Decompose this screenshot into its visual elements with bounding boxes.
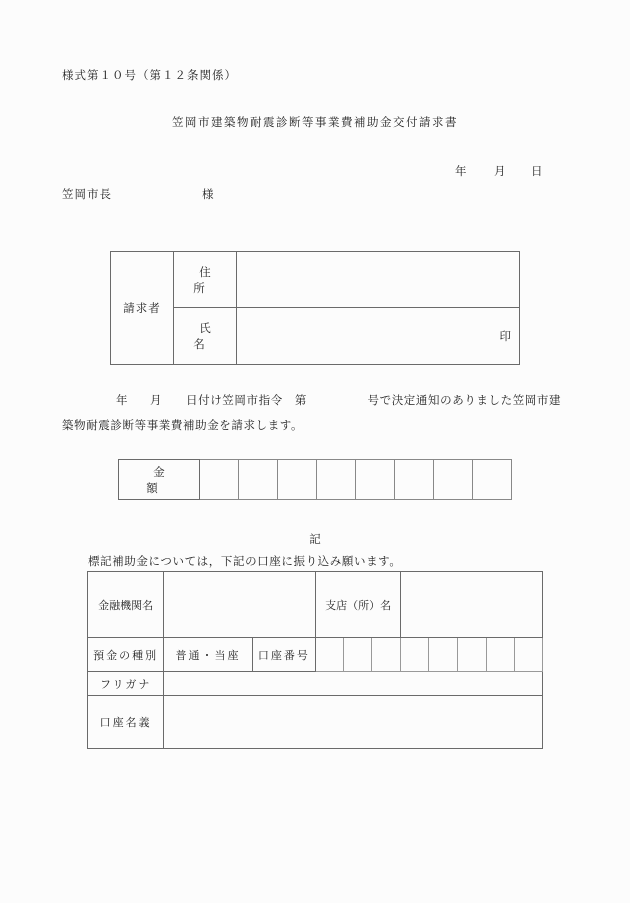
- account-digit-box[interactable]: [429, 638, 457, 672]
- institution-field[interactable]: [164, 572, 316, 638]
- amount-digit-box[interactable]: [200, 460, 239, 500]
- decision-month-label: 月: [150, 393, 162, 407]
- amount-digit-box[interactable]: [278, 460, 317, 500]
- account-digit-box[interactable]: [344, 638, 372, 672]
- account-digit-box[interactable]: [315, 638, 343, 672]
- account-number-label: 口座番号: [252, 638, 315, 672]
- address-label: 住 所: [174, 252, 237, 308]
- amount-digit-box[interactable]: [434, 460, 473, 500]
- amount-digit-box[interactable]: [473, 460, 512, 500]
- amount-digit-box[interactable]: [356, 460, 395, 500]
- furigana-label: フリガナ: [88, 672, 164, 696]
- branch-field[interactable]: [401, 572, 543, 638]
- bank-account-table: [87, 571, 543, 749]
- name-field[interactable]: [237, 308, 520, 365]
- furigana-field[interactable]: [164, 672, 543, 696]
- name-label: 氏 名: [174, 308, 237, 365]
- claimant-table: [110, 251, 520, 365]
- form-number: 様式第１０号（第１２条関係）: [62, 68, 237, 82]
- amount-digit-box[interactable]: [317, 460, 356, 500]
- branch-label: 支店（所）名: [315, 572, 400, 638]
- amount-digit-box[interactable]: [395, 460, 434, 500]
- addressee: 笠岡市長: [62, 187, 112, 201]
- seal-mark: 印: [499, 329, 511, 343]
- account-holder-field[interactable]: [164, 696, 543, 749]
- claimant-label: 請求者: [111, 252, 174, 365]
- account-digit-box[interactable]: [514, 638, 542, 672]
- institution-label: 金融機関名: [88, 572, 164, 638]
- address-field[interactable]: [237, 252, 520, 308]
- body-text-line1: 日付け笠岡市指令 第 号で決定通知のありました笠岡市建: [186, 393, 562, 407]
- account-digit-box[interactable]: [457, 638, 486, 672]
- account-digit-box[interactable]: [401, 638, 429, 672]
- amount-label: 金 額: [119, 460, 200, 500]
- date-day-label: 日: [531, 164, 543, 178]
- note-heading: 記: [309, 532, 321, 546]
- deposit-type-option[interactable]: 普通・当座: [164, 638, 252, 672]
- account-digit-box[interactable]: [486, 638, 514, 672]
- amount-table: [118, 459, 512, 500]
- document-title: 笠岡市建築物耐震診断等事業費補助金交付請求書: [172, 115, 458, 129]
- decision-year-label: 年: [116, 393, 128, 407]
- body-text-line2: 築物耐震診断等事業費補助金を請求します。: [62, 418, 304, 432]
- deposit-type-label: 預金の種別: [88, 638, 164, 672]
- account-holder-label: 口座名義: [88, 696, 164, 749]
- date-month-label: 月: [494, 164, 506, 178]
- account-digit-box[interactable]: [372, 638, 401, 672]
- amount-digit-box[interactable]: [239, 460, 278, 500]
- honorific: 様: [202, 187, 214, 201]
- transfer-instruction: 標記補助金については，下記の口座に振り込み願います。: [88, 554, 402, 568]
- date-year-label: 年: [455, 164, 467, 178]
